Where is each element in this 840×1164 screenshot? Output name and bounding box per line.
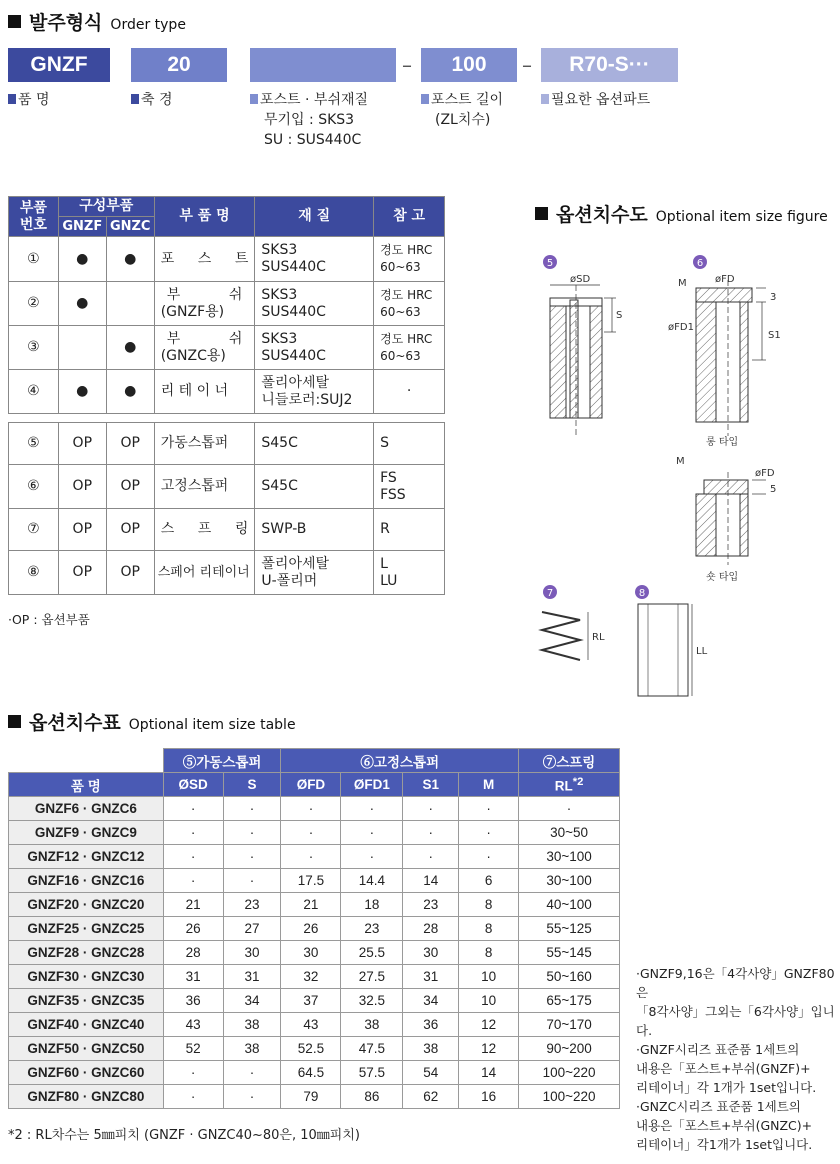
value-cell: 23 xyxy=(223,893,281,917)
value-cell: 16 xyxy=(459,1085,519,1109)
label-post-length: 포스트 길이 (ZL치수) xyxy=(421,90,503,130)
value-cell: 34 xyxy=(223,989,281,1013)
table-row: ② ● 부 쉬 (GNZF용) SKS3 SUS440C 경도 HRC 60~63 xyxy=(9,282,445,326)
product-name-cell: GNZF80 · GNZC80 xyxy=(9,1085,164,1109)
value-cell: · xyxy=(223,1085,281,1109)
value-cell: · xyxy=(341,845,403,869)
header-gnzc: GNZC xyxy=(106,217,154,237)
value-cell: 14 xyxy=(403,869,459,893)
value-cell: 65~175 xyxy=(519,989,620,1013)
col-header-sd: ØSD xyxy=(163,773,223,797)
value-cell: · xyxy=(281,821,341,845)
col-header-rl: RL$^{*2}$ xyxy=(519,773,620,797)
label-s: S xyxy=(616,310,623,321)
header-gnzf: GNZF xyxy=(58,217,106,237)
value-cell: 30 xyxy=(223,941,281,965)
table-row xyxy=(9,917,620,941)
table-row xyxy=(9,965,620,989)
col-header-name: 품 명 xyxy=(9,773,164,797)
table-row xyxy=(9,1061,620,1085)
value-cell: · xyxy=(223,1061,281,1085)
value-cell: 47.5 xyxy=(341,1037,403,1061)
product-name-cell: GNZF9 · GNZC9 xyxy=(9,821,164,845)
value-cell: 38 xyxy=(341,1013,403,1037)
product-name-cell: GNZF30 · GNZC30 xyxy=(9,965,164,989)
value-cell: 90~200 xyxy=(519,1037,620,1061)
value-cell: 38 xyxy=(403,1037,459,1061)
product-name-cell: GNZF6 · GNZC6 xyxy=(9,797,164,821)
value-cell: 79 xyxy=(281,1085,341,1109)
value-cell: 28 xyxy=(403,917,459,941)
value-cell: 12 xyxy=(459,1013,519,1037)
value-cell: 25.5 xyxy=(341,941,403,965)
retainer-icon xyxy=(638,604,688,696)
value-cell: · xyxy=(341,797,403,821)
label-m: M xyxy=(678,278,687,289)
value-cell: 21 xyxy=(163,893,223,917)
value-cell: · xyxy=(223,821,281,845)
value-cell: 6 xyxy=(459,869,519,893)
group-header-spring: ⑦스프링 xyxy=(519,749,620,773)
label-sd: øSD xyxy=(570,274,591,285)
value-cell: 30~100 xyxy=(519,869,620,893)
value-cell: 31 xyxy=(163,965,223,989)
value-cell: 38 xyxy=(223,1013,281,1037)
value-cell: · xyxy=(163,1085,223,1109)
label-fd1: øFD1 xyxy=(668,322,694,333)
value-cell: 43 xyxy=(163,1013,223,1037)
value-cell: · xyxy=(163,869,223,893)
value-cell: · xyxy=(163,845,223,869)
value-cell: 55~125 xyxy=(519,917,620,941)
order-box-material xyxy=(250,48,396,82)
value-cell: · xyxy=(281,797,341,821)
table-row xyxy=(9,845,620,869)
order-box-option: R70-S··· xyxy=(541,48,678,82)
product-name-cell: GNZF16 · GNZC16 xyxy=(9,869,164,893)
group-header-fixed: ⑥고정스톱퍼 xyxy=(281,749,519,773)
value-cell: · xyxy=(459,821,519,845)
spring-icon xyxy=(542,612,580,660)
value-cell: 31 xyxy=(223,965,281,989)
value-cell: 86 xyxy=(341,1085,403,1109)
value-cell: 26 xyxy=(163,917,223,941)
value-cell: 23 xyxy=(341,917,403,941)
product-name-cell: GNZF25 · GNZC25 xyxy=(9,917,164,941)
table-row: ① ● ● 포 스 트 SKS3 SUS440C 경도 HRC 60~63 xyxy=(9,237,445,282)
value-cell: 62 xyxy=(403,1085,459,1109)
table-row xyxy=(9,1085,620,1109)
table-row: ④ ● ● 리 테 이 너 폴리아세탈 니들로러:SUJ2 · xyxy=(9,370,445,414)
value-cell: 27.5 xyxy=(341,965,403,989)
value-cell: · xyxy=(519,797,620,821)
label-material: 포스트 · 부쉬재질 무기입 : SKS3 SU : SUS440C xyxy=(250,90,368,150)
value-cell: 23 xyxy=(403,893,459,917)
order-box-product: GNZF xyxy=(8,48,110,82)
table-row xyxy=(9,1013,620,1037)
label-fd: øFD xyxy=(715,274,735,285)
value-cell: 12 xyxy=(459,1037,519,1061)
parts-table xyxy=(8,196,445,595)
value-cell: 32 xyxy=(281,965,341,989)
label-option: 필요한 옵션파트 xyxy=(541,90,650,110)
table-row: ⑦ OP OP 스 프 링 SWP-B R xyxy=(9,509,445,551)
value-cell: 100~220 xyxy=(519,1085,620,1109)
value-cell: · xyxy=(459,845,519,869)
value-cell: 8 xyxy=(459,893,519,917)
value-cell: 32.5 xyxy=(341,989,403,1013)
value-cell: 30 xyxy=(403,941,459,965)
table-row xyxy=(9,869,620,893)
value-cell: 100~220 xyxy=(519,1061,620,1085)
order-box-length: 100 xyxy=(421,48,517,82)
value-cell: 52.5 xyxy=(281,1037,341,1061)
option-size-figure xyxy=(520,240,840,710)
header-part-no: 부품 번호 xyxy=(9,197,59,237)
header-reference: 참 고 xyxy=(374,197,445,237)
product-name-cell: GNZF20 · GNZC20 xyxy=(9,893,164,917)
value-cell: 64.5 xyxy=(281,1061,341,1085)
table-row xyxy=(9,893,620,917)
op-footnote: ·OP : 옵션부품 xyxy=(8,612,90,627)
col-header-fd: ØFD xyxy=(281,773,341,797)
col-header-s: S xyxy=(223,773,281,797)
value-cell: · xyxy=(403,845,459,869)
table-row: ⑤ OP OP 가동스톱퍼 S45C S xyxy=(9,423,445,465)
short-type-label: 숏 타입 xyxy=(706,572,739,583)
value-cell: · xyxy=(163,821,223,845)
value-cell: 38 xyxy=(223,1037,281,1061)
header-part-name: 부 품 명 xyxy=(154,197,255,237)
header-components: 구성부품 xyxy=(58,197,154,217)
product-name-cell: GNZF40 · GNZC40 xyxy=(9,1013,164,1037)
value-cell: · xyxy=(163,797,223,821)
value-cell: 57.5 xyxy=(341,1061,403,1085)
value-cell: 30 xyxy=(281,941,341,965)
svg-text:5: 5 xyxy=(546,258,554,269)
value-cell: 14 xyxy=(459,1061,519,1085)
value-cell: 31 xyxy=(403,965,459,989)
label-3: 3 xyxy=(770,292,777,303)
table-row: ⑧ OP OP 스페어 리테이너 폴리아세탈 U-폴리머 L LU xyxy=(9,551,445,595)
spec-notes: ·GNZF9,16은「4각사양」GNZF80은 「8각사양」그외는「6각사양」입니다. ·GNZF시리즈 표준품 1세트의 내용은「포스트+부쉬(GNZF)+ 리테이너」각 1개가 1set입니다. ·GNZC시리즈 표준품 1세트의 내용은「포스트+부쉬(GNZC)+ 리테이너」각1개가 1set입니다. xyxy=(636,966,835,1152)
product-name-cell: GNZF50 · GNZC50 xyxy=(9,1037,164,1061)
label-product-name: 품 명 xyxy=(8,90,50,110)
order-dash-2: – xyxy=(522,53,532,77)
value-cell: 40~100 xyxy=(519,893,620,917)
label-ll: LL xyxy=(696,646,708,657)
value-cell: 8 xyxy=(459,941,519,965)
value-cell: 18 xyxy=(341,893,403,917)
square-bullet-icon xyxy=(535,207,548,220)
value-cell: 27 xyxy=(223,917,281,941)
value-cell: · xyxy=(163,1061,223,1085)
value-cell: 30~50 xyxy=(519,821,620,845)
table-row xyxy=(9,797,620,821)
value-cell: 28 xyxy=(163,941,223,965)
value-cell: 52 xyxy=(163,1037,223,1061)
value-cell: 14.4 xyxy=(341,869,403,893)
header-material: 재 질 xyxy=(255,197,374,237)
value-cell: · xyxy=(459,797,519,821)
square-bullet-icon xyxy=(8,715,21,728)
product-name-cell: GNZF12 · GNZC12 xyxy=(9,845,164,869)
order-dash-1: – xyxy=(402,53,412,77)
label-5: 5 xyxy=(770,484,777,495)
value-cell: 54 xyxy=(403,1061,459,1085)
figure-heading: 옵션치수도 Optional item size figure xyxy=(535,200,828,227)
col-header-fd1: ØFD1 xyxy=(341,773,403,797)
value-cell: 55~145 xyxy=(519,941,620,965)
value-cell: 8 xyxy=(459,917,519,941)
table-row xyxy=(9,941,620,965)
table-row xyxy=(9,1037,620,1061)
label-axis: 축 경 xyxy=(131,90,173,110)
svg-text:8: 8 xyxy=(638,588,646,599)
value-cell: 36 xyxy=(163,989,223,1013)
product-name-cell: GNZF60 · GNZC60 xyxy=(9,1061,164,1085)
table-row: ③ ● 부 쉬 (GNZC용) SKS3 SUS440C 경도 HRC 60~63 xyxy=(9,326,445,370)
order-box-axis: 20 xyxy=(131,48,227,82)
value-cell: 17.5 xyxy=(281,869,341,893)
value-cell: 37 xyxy=(281,989,341,1013)
option-size-table xyxy=(8,748,620,1109)
value-cell: 10 xyxy=(459,965,519,989)
value-cell: · xyxy=(403,797,459,821)
value-cell: · xyxy=(341,821,403,845)
value-cell: 36 xyxy=(403,1013,459,1037)
group-header-movable: ⑤가동스톱퍼 xyxy=(163,749,281,773)
value-cell: · xyxy=(281,845,341,869)
label-s1: S1 xyxy=(768,330,781,341)
square-bullet-icon xyxy=(8,15,21,28)
long-type-label: 롱 타입 xyxy=(706,437,739,448)
svg-text:7: 7 xyxy=(546,588,554,599)
value-cell: 34 xyxy=(403,989,459,1013)
table-row xyxy=(9,989,620,1013)
value-cell: · xyxy=(223,869,281,893)
product-name-cell: GNZF28 · GNZC28 xyxy=(9,941,164,965)
table-row: ⑥ OP OP 고정스톱퍼 S45C FS FSS xyxy=(9,465,445,509)
label-rl: RL xyxy=(592,632,605,643)
value-cell: 26 xyxy=(281,917,341,941)
label-m-short: M xyxy=(676,456,685,467)
col-header-s1: S1 xyxy=(403,773,459,797)
value-cell: 30~100 xyxy=(519,845,620,869)
product-name-cell: GNZF35 · GNZC35 xyxy=(9,989,164,1013)
svg-text:6: 6 xyxy=(696,258,704,269)
size-table-heading: 옵션치수표 Optional item size table xyxy=(8,708,296,735)
order-type-heading: 발주형식 Order type xyxy=(8,8,186,35)
value-cell: 21 xyxy=(281,893,341,917)
value-cell: · xyxy=(223,797,281,821)
value-cell: 70~170 xyxy=(519,1013,620,1037)
value-cell: 43 xyxy=(281,1013,341,1037)
value-cell: · xyxy=(403,821,459,845)
size-footnote: *2 : RL차수는 5㎜피치 (GNZF · GNZC40~80은, 10㎜피치) xyxy=(8,1128,360,1143)
value-cell: 50~160 xyxy=(519,965,620,989)
value-cell: 10 xyxy=(459,989,519,1013)
value-cell: · xyxy=(223,845,281,869)
col-header-m: M xyxy=(459,773,519,797)
table-row xyxy=(9,821,620,845)
label-fd-short: øFD xyxy=(755,468,775,479)
